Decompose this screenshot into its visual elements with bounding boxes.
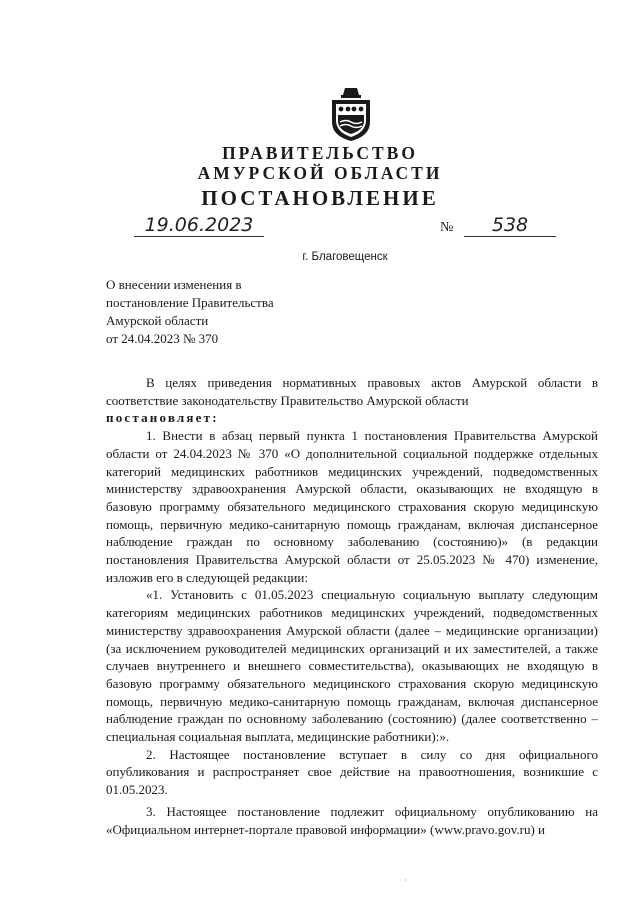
subject-line: постановление Правительства [106,295,274,310]
resolves-keyword: постановляет: [106,410,219,426]
intro-paragraph: В целях приведения нормативных правовых актов Амурской области в соответствие законодательству Правительство Амурской области [106,375,598,408]
city-label: г. Благовещенск [302,251,388,263]
document-type-title: ПОСТАНОВЛЕНИЕ [201,186,439,210]
org-title-line1: ПРАВИТЕЛЬСТВО [222,143,418,163]
document-subject [106,276,274,348]
page-speck: · [404,876,407,885]
document-date: 19.06.2023 [134,214,264,237]
org-title-line2: АМУРСКОЙ ОБЛАСТИ [197,163,443,183]
item-1-paragraph: 1. Внести в абзац первый пункта 1 постановления Правительства Амурской области от 24.04.2023 № 370 «О дополнительной социальной поддержке отдельных категорий медицинских работников медицинских учреждений, подведомственных министерству здравоохранения Амурской области, оказывающих не входящую в базовую программу обязательного медицинского страхования скорую медицинскую помощь, первичную медико-санитарную помощь гражданам, включая диспансерное наблюдение граждан по основному заболеванию (состоянию)» (в редакции постановления Правительства Амурской области от 25.05.2023 № 470) изменение, изложив его в следующей редакции: [106,428,598,585]
number-sign: № [440,220,454,235]
document-body [106,374,598,838]
subject-line: Амурской области [106,313,209,328]
subject-line: О внесении изменения в [106,277,242,292]
document-number: 538 [464,214,556,237]
item-3-paragraph: 3. Настоящее постановление подлежит официальному опубликованию на «Официальном интернет-портале правовой информации» (www.pravo.gov.ru) и [106,803,598,837]
item-2-paragraph: 2. Настоящее постановление вступает в силу со дня официального опубликования и распространяет свое действие на правоотношения, возникшие с 01.05.2023. [106,746,598,798]
subject-line: от 24.04.2023 № 370 [106,331,219,346]
coat-of-arms-icon [328,86,374,142]
quoted-paragraph: «1. Установить с 01.05.2023 специальную социальную выплату следующим категориям медицинских работников медицинских учреждений, подведомственных министерству здравоохранения Амурской области (далее – медицинские организации) (за исключением руководителей медицинских организаций и их заместителей, а также случаев внутреннего и внешнего совместительства), оказывающих не входящую в базовую программу обязательного медицинского страхования скорую медицинскую помощь, первичную медико-санитарную помощь гражданам, включая диспансерное наблюдение граждан по основному заболеванию (состоянию) (далее соответственно – специальная социальная выплата, медицинские работники):». [106,587,598,745]
